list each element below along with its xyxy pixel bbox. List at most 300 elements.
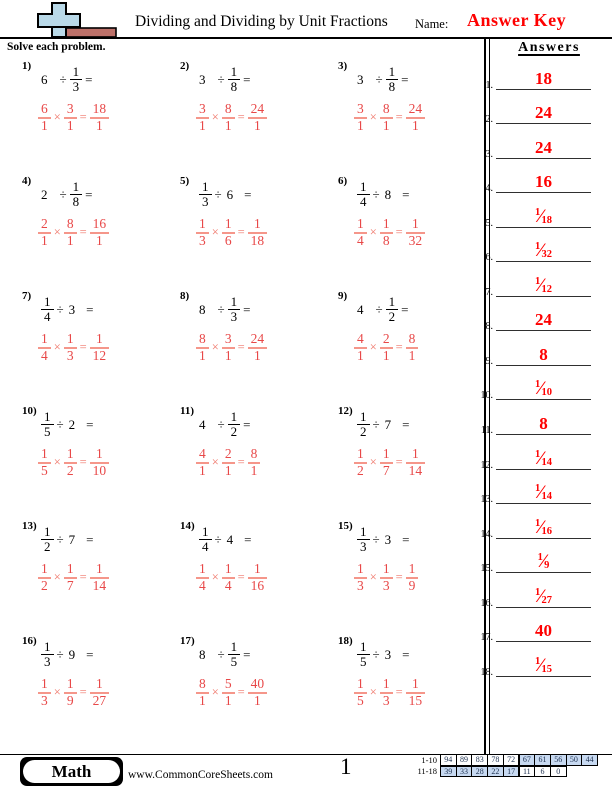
multiply-icon: × [369, 685, 377, 700]
problem-expression [199, 65, 250, 95]
fraction-numerator: 2 [224, 446, 232, 461]
stacked-fraction [406, 562, 419, 594]
fraction-denominator: 1 [64, 232, 77, 249]
stacked-fraction [196, 447, 209, 479]
fraction-denominator: 2 [386, 309, 399, 324]
fraction-numerator: 1 [382, 216, 390, 231]
fraction-numerator: 1 [360, 639, 367, 654]
fraction-numerator: 24 [250, 331, 265, 346]
problem-number: 15) [338, 520, 353, 532]
stacked-fraction [380, 102, 393, 134]
subject-badge-label: Math [23, 760, 120, 783]
answer-index: 4. [485, 183, 493, 195]
fraction-denominator: 3 [38, 692, 51, 709]
problem-cell [166, 175, 322, 290]
stacked-fraction [196, 217, 209, 249]
problem-cell [324, 405, 480, 520]
divide-icon: ÷ [372, 186, 380, 202]
fraction-numerator: 1 [230, 64, 238, 79]
answer-value: 24 [535, 310, 552, 330]
answer-value: 24 [535, 103, 552, 123]
fraction-numerator: 1 [360, 409, 367, 424]
divide-icon: ÷ [375, 71, 383, 87]
fraction-denominator: 2 [354, 462, 367, 479]
divide-icon: ÷ [214, 531, 222, 547]
fraction-denominator: 9 [64, 692, 77, 709]
stacked-fraction [248, 447, 261, 479]
divide-icon: ÷ [56, 301, 64, 317]
stacked-fraction [196, 102, 209, 134]
equals-sign: = [243, 71, 251, 87]
stacked-fraction [64, 562, 77, 594]
fraction-numerator: 1 [96, 676, 103, 691]
answer-index: 13. [480, 494, 493, 506]
fraction-numerator: 1 [66, 561, 74, 576]
stacked-fraction [248, 102, 268, 134]
equals-sign: = [402, 531, 410, 547]
stacked-fraction [64, 332, 77, 364]
equals-sign: = [402, 646, 410, 662]
multiply-icon: × [53, 455, 61, 470]
fraction-denominator: 1 [406, 347, 419, 364]
multiply-icon: × [53, 570, 61, 585]
fraction-slash-icon: ⁄ [539, 585, 543, 607]
fraction-denominator: 4 [199, 539, 212, 554]
score-cell: 94 [440, 754, 457, 766]
problem-number: 18) [338, 635, 353, 647]
stacked-fraction [38, 677, 51, 709]
answer-row [485, 200, 591, 229]
answer-index: 5. [485, 217, 493, 229]
stacked-fraction [196, 332, 209, 364]
page-number: 1 [340, 754, 352, 779]
equals-sign: = [79, 570, 87, 585]
fraction-denominator: 5 [228, 654, 241, 669]
fraction-numerator: 1 [44, 409, 51, 424]
equals-sign: = [243, 301, 251, 317]
answer-index: 11. [480, 425, 493, 436]
equals-sign: = [86, 301, 94, 317]
fraction-slash-icon: ⁄ [539, 240, 543, 262]
equals-sign: = [401, 71, 409, 87]
fraction-numerator: 1 [408, 561, 416, 576]
stacked-fraction [380, 677, 393, 709]
multiply-icon: × [211, 340, 219, 355]
multiply-icon: × [369, 225, 377, 240]
fraction-numerator: 3 [199, 101, 206, 116]
fraction-numerator: 1 [66, 676, 74, 691]
stacked-fraction [222, 677, 235, 709]
fraction-denominator: 1 [196, 692, 209, 709]
stacked-fraction [248, 677, 268, 709]
fraction-numerator: 1 [96, 446, 103, 461]
problem-expression [357, 295, 408, 325]
score-range-label: 11-18 [417, 766, 437, 777]
fraction-slash-icon: ⁄ [539, 274, 543, 296]
equals-sign: = [395, 685, 403, 700]
fraction-denominator: 3 [380, 692, 393, 709]
whole-number: 2 [41, 186, 48, 202]
answer-row [480, 545, 591, 575]
score-cell: 61 [534, 754, 551, 766]
equals-sign: = [237, 685, 245, 700]
fraction-denominator: 1 [380, 347, 393, 364]
fraction-denominator: 3 [196, 232, 209, 249]
answer-frac-numerator: 1 [535, 379, 541, 391]
stacked-fraction [41, 525, 54, 555]
fraction-denominator: 3 [64, 347, 77, 364]
fraction-numerator: 1 [230, 639, 238, 654]
equals-sign: = [237, 340, 245, 355]
stacked-fraction [406, 217, 426, 249]
problem-number: 13) [22, 520, 37, 532]
fraction-numerator: 6 [41, 101, 48, 116]
stacked-fraction [357, 640, 370, 670]
fraction-numerator: 1 [44, 524, 51, 539]
fraction-denominator: 10 [90, 462, 110, 479]
equals-sign: = [395, 455, 403, 470]
fraction-numerator: 1 [199, 561, 206, 576]
fraction-numerator: 1 [412, 216, 419, 231]
multiply-icon: × [369, 110, 377, 125]
answer-value: 40 [535, 621, 552, 641]
answer-frac-numerator: 1 [535, 655, 541, 667]
answer-key-text: Answer Key [467, 10, 567, 30]
stacked-fraction [38, 332, 51, 364]
problem-solution [354, 217, 425, 249]
problem-cell [8, 290, 164, 405]
fraction-denominator: 8 [380, 232, 393, 249]
fraction-numerator: 1 [202, 179, 209, 194]
problem-number: 3) [338, 60, 348, 72]
multiply-icon: × [211, 570, 219, 585]
divide-icon: ÷ [56, 646, 64, 662]
problem-number: 5) [180, 175, 190, 187]
fraction-numerator: 1 [44, 294, 51, 309]
equals-sign: = [237, 455, 245, 470]
problem-cell [8, 520, 164, 635]
divide-icon: ÷ [56, 531, 64, 547]
equals-sign: = [85, 71, 93, 87]
whole-number: 7 [384, 416, 392, 432]
problem-cell [166, 60, 322, 175]
divide-icon: ÷ [59, 71, 67, 87]
score-cell: 22 [487, 766, 504, 778]
score-cell: 72 [503, 754, 520, 766]
equals-sign: = [86, 416, 94, 432]
fraction-numerator: 1 [388, 64, 396, 79]
stacked-fraction [38, 447, 51, 479]
stacked-fraction [386, 65, 399, 95]
stacked-fraction [90, 562, 110, 594]
fraction-denominator: 1 [222, 692, 235, 709]
score-cell: 11 [519, 766, 536, 778]
whole-number: 6 [226, 186, 234, 202]
fraction-denominator: 1 [248, 462, 261, 479]
fraction-denominator: 5 [357, 654, 370, 669]
stacked-fraction [357, 525, 370, 555]
whole-number: 2 [68, 416, 76, 432]
equals-sign: = [79, 685, 87, 700]
multiply-icon: × [53, 340, 61, 355]
answer-index: 8. [485, 321, 493, 333]
problem-expression [41, 525, 93, 555]
fraction-numerator: 16 [92, 216, 107, 231]
stacked-fraction [228, 640, 241, 670]
fraction-numerator: 4 [199, 446, 206, 461]
stacked-fraction [38, 102, 51, 134]
stacked-fraction [41, 640, 54, 670]
equals-sign: = [237, 570, 245, 585]
fraction-denominator: 3 [199, 194, 212, 209]
answer-index: 2. [485, 114, 493, 126]
equals-sign: = [243, 646, 251, 662]
multiply-icon: × [53, 685, 61, 700]
answer-frac-denominator: 9 [544, 560, 550, 572]
fraction-denominator: 16 [248, 577, 268, 594]
problem-cell [166, 520, 322, 635]
equals-sign: = [244, 531, 252, 547]
answer-index: 9. [485, 355, 493, 367]
equals-sign: = [402, 186, 410, 202]
problem-solution [354, 677, 425, 709]
multiply-icon: × [369, 455, 377, 470]
fraction-denominator: 7 [380, 462, 393, 479]
fraction-denominator: 3 [228, 309, 241, 324]
whole-number: 3 [384, 531, 392, 547]
fraction-slash-icon: ⁄ [539, 516, 543, 538]
equals-sign: = [243, 416, 251, 432]
multiply-icon: × [369, 340, 377, 355]
answer-frac-denominator: 14 [541, 456, 552, 468]
answer-index: 1. [485, 79, 493, 91]
answer-frac-denominator: 18 [541, 214, 552, 226]
stacked-fraction [406, 447, 426, 479]
stacked-fraction [64, 677, 77, 709]
problem-solution [38, 677, 109, 709]
fraction-denominator: 8 [70, 194, 83, 209]
stacked-fraction [380, 217, 393, 249]
score-cell: 56 [550, 754, 567, 766]
fraction-numerator: 1 [72, 179, 80, 194]
fraction-numerator: 8 [250, 446, 258, 461]
fraction-numerator: 4 [357, 331, 364, 346]
fraction-denominator: 1 [38, 117, 51, 134]
divide-icon: ÷ [217, 301, 225, 317]
problem-cell [166, 635, 322, 750]
answer-index: 16. [480, 597, 493, 609]
fraction-denominator: 14 [406, 462, 426, 479]
fraction-denominator: 1 [354, 117, 367, 134]
score-cell: 89 [456, 754, 473, 766]
problem-expression [41, 180, 92, 210]
problem-number: 16) [22, 635, 37, 647]
answer-row [480, 372, 591, 402]
fraction-denominator: 3 [354, 577, 367, 594]
problem-expression [41, 410, 93, 440]
instructions-text: Solve each problem. [7, 41, 106, 53]
problem-expression [199, 525, 251, 555]
fraction-numerator: 2 [382, 331, 390, 346]
problem-expression [357, 180, 409, 210]
answer-index: 15. [480, 563, 493, 575]
fraction-denominator: 3 [70, 79, 83, 94]
score-cell: 39 [440, 766, 457, 778]
equals-sign: = [244, 186, 252, 202]
fraction-denominator: 4 [38, 347, 51, 364]
answer-index: 10. [480, 390, 493, 402]
answer-frac-denominator: 12 [541, 283, 552, 295]
fraction-denominator: 4 [196, 577, 209, 594]
score-cell: 83 [471, 754, 488, 766]
fraction-denominator: 1 [196, 462, 209, 479]
answer-frac-numerator: 1 [535, 275, 541, 287]
problem-cell [324, 60, 480, 175]
equals-sign: = [395, 110, 403, 125]
stacked-fraction [380, 562, 393, 594]
answer-row [485, 62, 591, 91]
problem-cell [166, 290, 322, 405]
answer-frac-numerator: 1 [535, 517, 541, 529]
fraction-denominator: 2 [64, 462, 77, 479]
fraction-numerator: 1 [230, 294, 238, 309]
problem-expression [357, 640, 409, 670]
answer-row [480, 407, 591, 436]
score-cell: 78 [487, 754, 504, 766]
score-cell: 0 [550, 766, 567, 778]
answer-index: 18. [480, 666, 493, 678]
answer-value [535, 484, 552, 503]
answers-heading: Answers [518, 40, 580, 55]
problem-number: 1) [22, 60, 32, 72]
answer-row [480, 442, 591, 471]
fraction-denominator: 1 [222, 347, 235, 364]
stacked-fraction [70, 180, 83, 210]
fraction-numerator: 1 [357, 561, 364, 576]
fraction-denominator: 3 [41, 654, 54, 669]
fraction-denominator: 1 [222, 117, 235, 134]
divide-icon: ÷ [375, 301, 383, 317]
whole-number: 7 [68, 531, 76, 547]
answer-row [480, 511, 591, 540]
equals-sign: = [395, 340, 403, 355]
whole-number: 3 [68, 301, 76, 317]
fraction-numerator: 1 [44, 639, 51, 654]
answer-value [535, 516, 552, 538]
score-cell: 50 [566, 754, 583, 766]
answer-frac-denominator: 15 [541, 663, 552, 675]
score-cell: 28 [471, 766, 488, 778]
equals-sign: = [401, 301, 409, 317]
fraction-numerator: 18 [92, 101, 107, 116]
stacked-fraction [64, 217, 77, 249]
stacked-fraction [90, 217, 110, 249]
fraction-numerator: 1 [382, 676, 390, 691]
answer-frac-denominator: 14 [541, 491, 552, 503]
answer-value: 18 [535, 68, 552, 88]
divide-icon: ÷ [217, 416, 225, 432]
answer-value [535, 654, 552, 676]
fraction-denominator: 27 [90, 692, 110, 709]
stacked-fraction [199, 180, 212, 210]
equals-sign: = [395, 570, 403, 585]
problem-solution [196, 447, 260, 479]
whole-number: 4 [199, 416, 206, 432]
score-cell: 6 [534, 766, 551, 778]
answer-row [485, 131, 591, 160]
stacked-fraction [222, 217, 235, 249]
fraction-numerator: 1 [224, 216, 232, 231]
fraction-denominator: 14 [90, 577, 110, 594]
answer-frac-numerator: 1 [535, 483, 541, 495]
fraction-denominator: 1 [354, 347, 367, 364]
problem-number: 11) [180, 405, 195, 417]
fraction-slash-icon: ⁄ [539, 654, 543, 676]
header-rule [0, 37, 612, 39]
whole-number: 6 [41, 71, 48, 87]
fraction-numerator: 1 [224, 561, 232, 576]
fraction-numerator: 1 [96, 331, 103, 346]
equals-sign: = [86, 646, 94, 662]
stacked-fraction [406, 332, 419, 364]
problem-solution [196, 102, 267, 134]
stacked-fraction [90, 677, 110, 709]
fraction-numerator: 1 [41, 446, 48, 461]
divide-icon: ÷ [59, 186, 67, 202]
answer-row [480, 476, 591, 506]
stacked-fraction [64, 102, 77, 134]
fraction-denominator: 4 [222, 577, 235, 594]
fraction-numerator: 1 [41, 676, 48, 691]
answer-row [485, 338, 591, 367]
answer-row [480, 649, 591, 678]
stacked-fraction [228, 295, 241, 325]
stacked-fraction [90, 102, 110, 134]
fraction-denominator: 7 [64, 577, 77, 594]
divide-icon: ÷ [214, 186, 222, 202]
multiply-icon: × [53, 110, 61, 125]
fraction-denominator: 9 [406, 577, 419, 594]
problem-solution [196, 677, 267, 709]
problem-expression [357, 410, 409, 440]
fraction-denominator: 1 [406, 117, 426, 134]
fraction-denominator: 2 [357, 424, 370, 439]
problem-cell [8, 635, 164, 750]
stacked-fraction [196, 677, 209, 709]
problem-expression [41, 65, 92, 95]
answer-index: 3. [485, 148, 493, 160]
answer-row [485, 234, 591, 264]
score-range-label: 1-10 [421, 754, 437, 765]
problem-number: 12) [338, 405, 353, 417]
whole-number: 8 [199, 646, 206, 662]
multiply-icon: × [53, 225, 61, 240]
whole-number: 3 [357, 71, 364, 87]
stacked-fraction [90, 447, 110, 479]
answer-value: 16 [535, 172, 552, 192]
answer-row [480, 580, 591, 609]
stacked-fraction [406, 677, 426, 709]
stacked-fraction [199, 525, 212, 555]
problem-solution [38, 447, 109, 479]
answer-frac-denominator: 10 [541, 387, 552, 399]
stacked-fraction [248, 562, 268, 594]
problem-number: 17) [180, 635, 195, 647]
problem-solution [38, 217, 109, 249]
fraction-denominator: 5 [38, 462, 51, 479]
score-cell: 67 [519, 754, 536, 766]
whole-number: 8 [384, 186, 392, 202]
